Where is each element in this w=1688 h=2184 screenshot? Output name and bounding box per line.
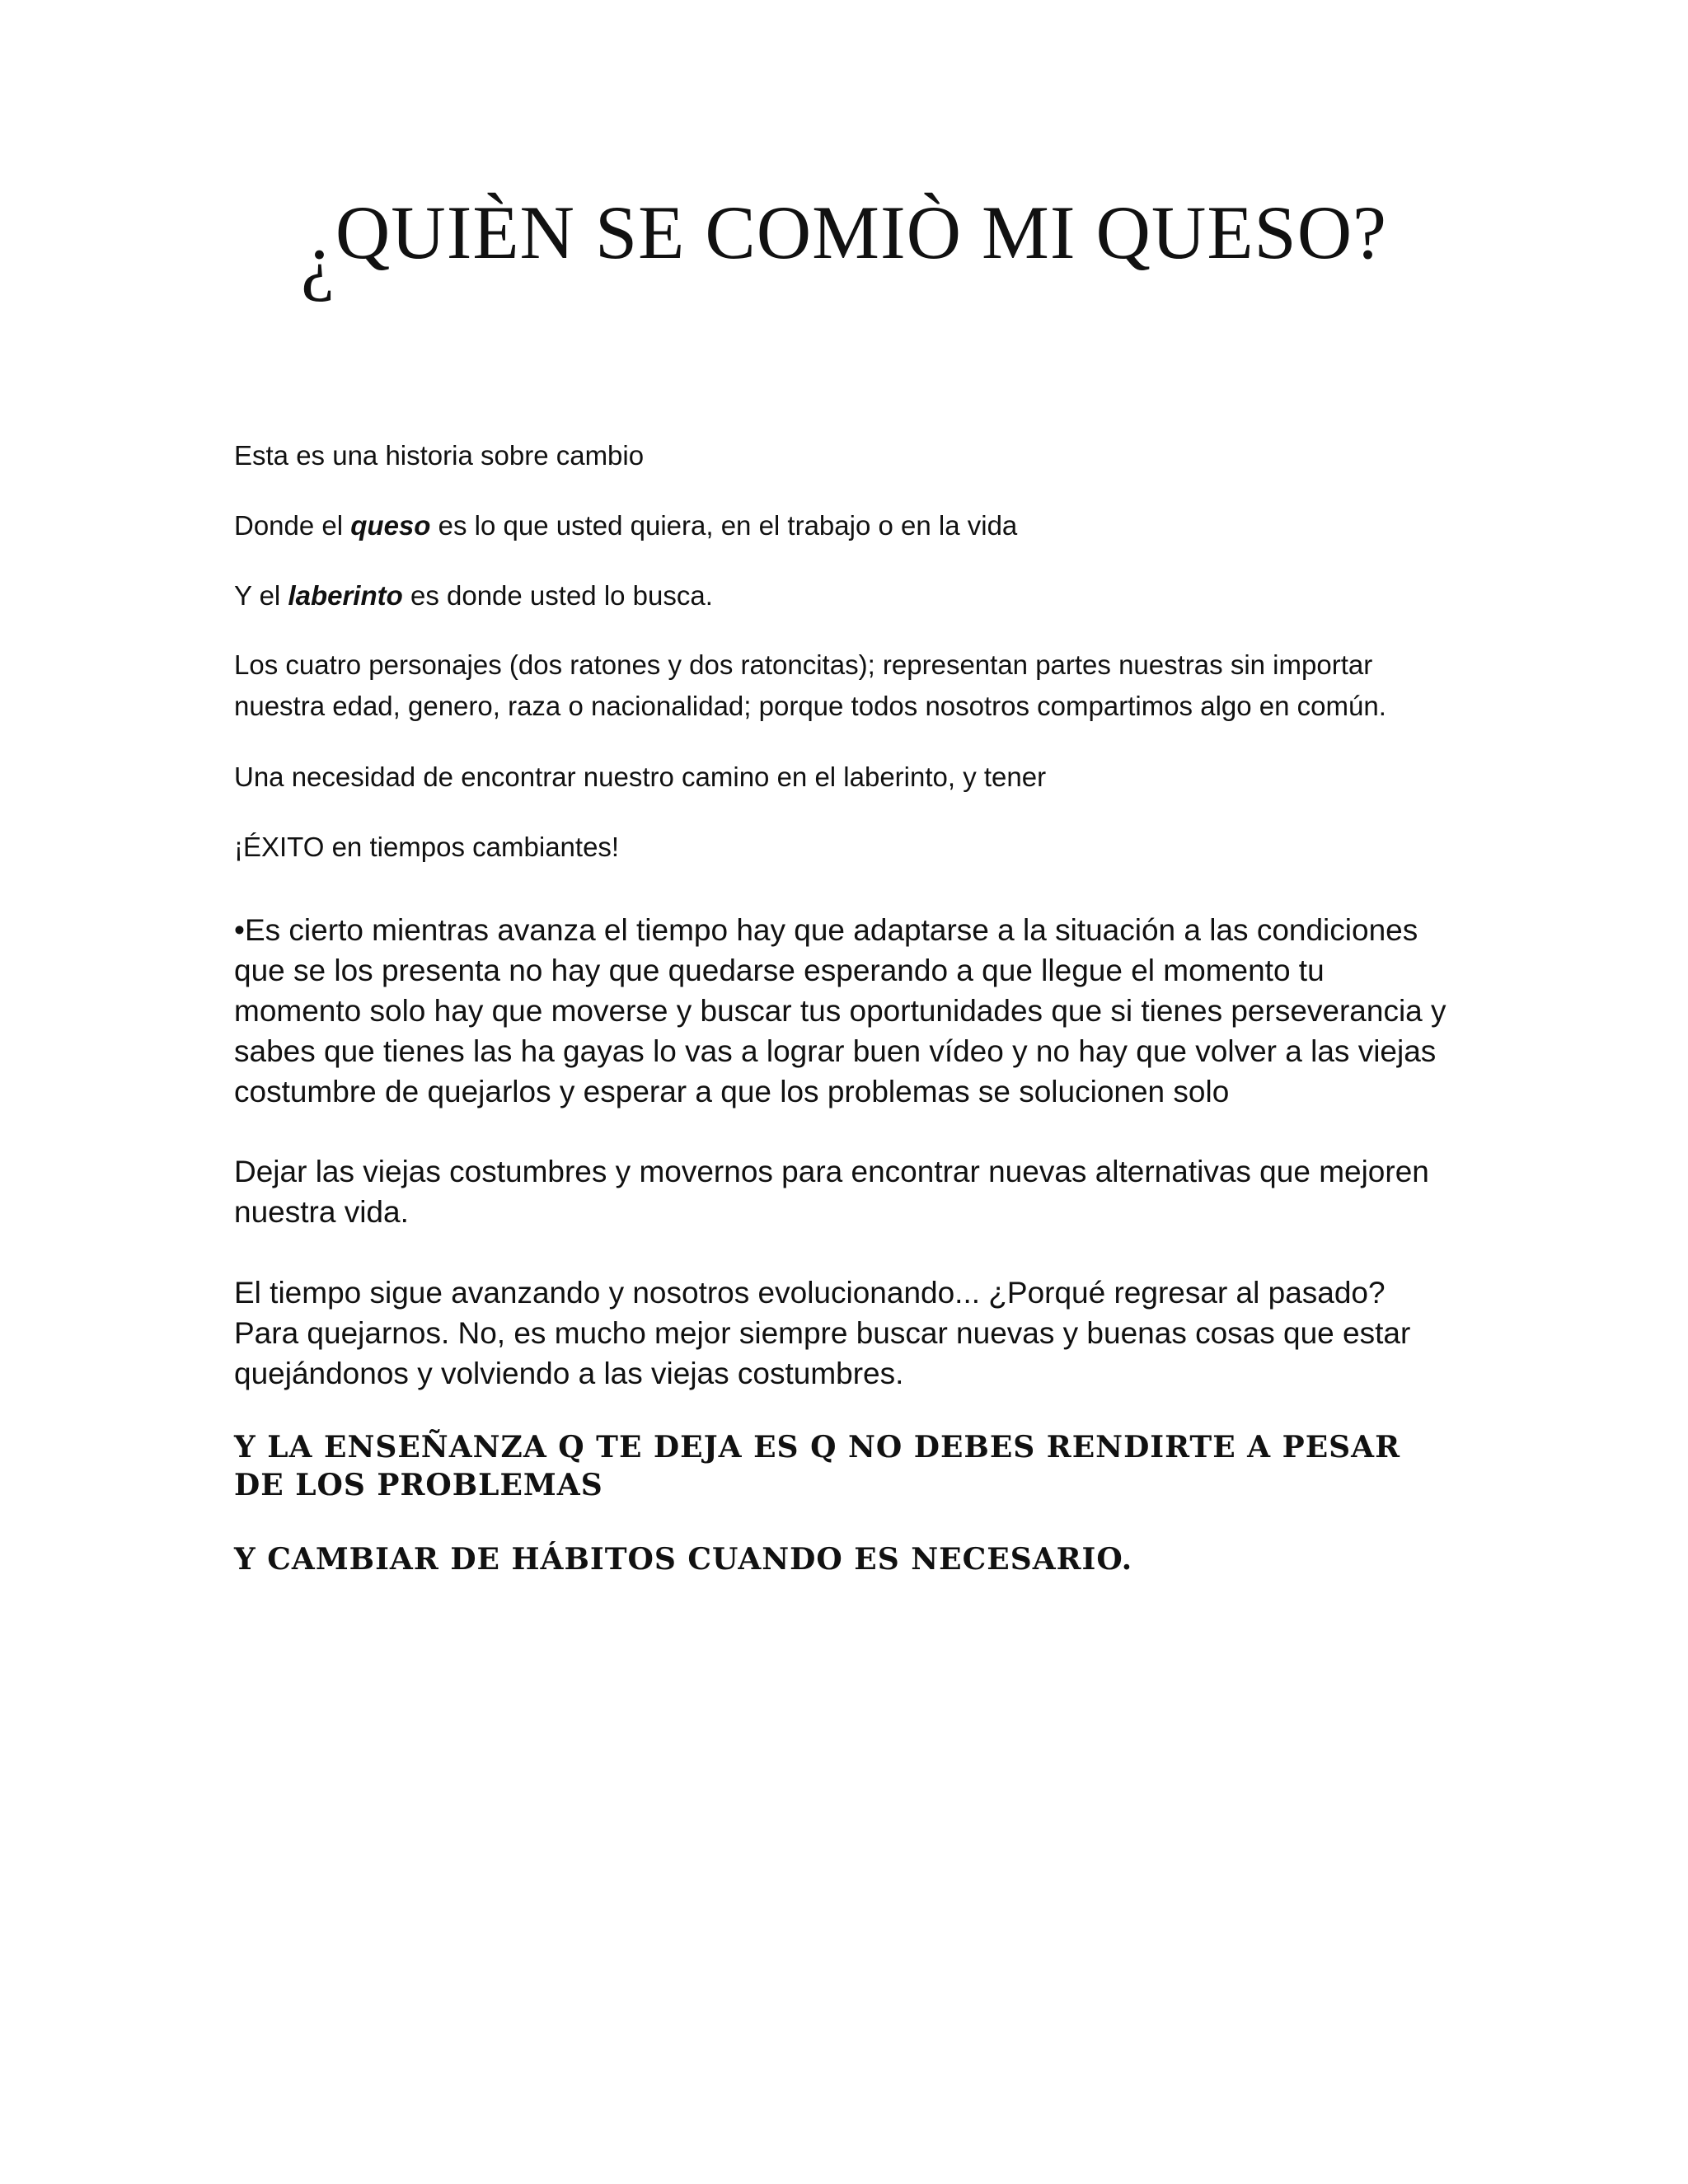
lesson-line-2: Y CAMBIAR DE HÁBITOS CUANDO ES NECESARIO. xyxy=(234,1542,1133,1577)
lesson-line-1: Y LA ENSEÑANZA Q TE DEJA ES Q NO DEBES RENDIRTE A PESAR DE LOS PROBLEMAS xyxy=(234,1430,1401,1502)
intro-line-3-before: Y el xyxy=(234,580,288,611)
intro-line-2 xyxy=(234,505,1454,546)
reflection-paragraph-1-text: Es cierto mientras avanza el tiempo hay que adaptarse a la situación a las condiciones que se los presenta no hay que quedarse esperando a que llegue el momento tu momento solo hay que moverse y buscar tus oportunidades que si tienes perseverancia y sabes que tienes las ha gayas lo vas a lograr buen vídeo y no hay que volver a las viejas costumbre de quejarlos y esperar a que los problemas se solucionen solo xyxy=(234,913,1447,1108)
intro-line-5: Una necesidad de encontrar nuestro camino en el laberinto, y tener xyxy=(234,762,1047,792)
intro-line-3 xyxy=(234,575,1454,616)
reflection-paragraph-2: Dejar las viejas costumbres y movernos para encontrar nuevas alternativas que mejoren nuestra vida. xyxy=(234,1155,1429,1229)
reflection-paragraph-3: El tiempo sigue avanzando y nosotros evolucionando... ¿Porqué regresar al pasado? Para quejarnos. No, es mucho mejor siempre buscar nuevas y buenas cosas que estar quejándonos y volviendo a las viejas costumbres. xyxy=(234,1276,1411,1390)
intro-line-1: Esta es una historia sobre cambio xyxy=(234,440,645,471)
intro-line-6: ¡ÉXITO en tiempos cambiantes! xyxy=(234,832,620,862)
title-text: QUIÈN SE COMIÒ MI QUESO? xyxy=(335,190,1387,274)
intro-line-2-before: Donde el xyxy=(234,510,351,541)
intro-line-3-after: es donde usted lo busca. xyxy=(402,580,713,611)
bullet: • xyxy=(234,913,245,947)
intro-line-2-after: es lo que usted quiera, en el trabajo o en la vida xyxy=(430,510,1018,541)
title-question-mark: ¿ xyxy=(301,218,335,302)
reflection-paragraph-1 xyxy=(234,910,1454,1112)
page-title xyxy=(0,183,1688,302)
queso-emphasis: queso xyxy=(350,510,431,541)
intro-line-4: Los cuatro personajes (dos ratones y dos ratoncitas); representan partes nuestras sin importar nuestra edad, genero, raza o nacionalidad; porque todos nosotros compartimos algo en común. xyxy=(234,649,1386,721)
laberinto-emphasis: laberinto xyxy=(288,580,403,611)
